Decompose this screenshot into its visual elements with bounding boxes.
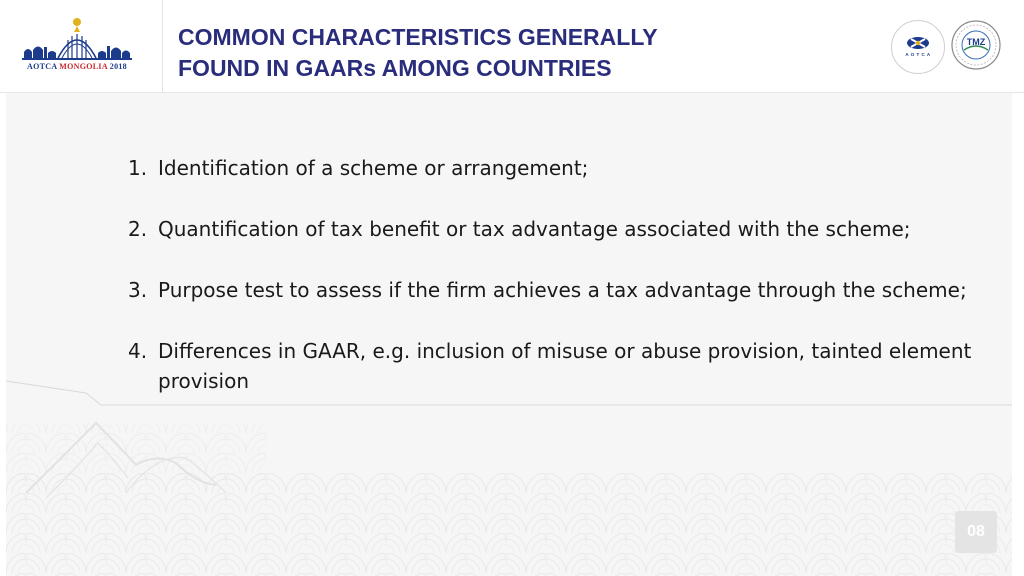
- characteristics-list: [128, 153, 1008, 427]
- list-item-text: Identification of a scheme or arrangement;: [158, 156, 589, 180]
- tmz-badge-logo: [950, 18, 1002, 72]
- list-item: [128, 214, 1008, 244]
- list-item-text: Differences in GAAR, e.g. inclusion of misuse or abuse provision, tainted element provision: [158, 339, 972, 393]
- list-item-number: 2.: [128, 217, 148, 241]
- list-item-number: 3.: [128, 278, 148, 302]
- aotca-emblem-icon: [892, 21, 944, 73]
- list-item: [128, 336, 1008, 396]
- aotca-badge-label: A O T C A: [905, 52, 931, 57]
- aotca-mongolia-logo: [0, 0, 163, 92]
- slide-body: [6, 93, 1012, 576]
- list-item: [128, 153, 1008, 183]
- ger-skyline-icon: [22, 16, 132, 62]
- slide-header: [0, 0, 1024, 93]
- slide-title: [178, 22, 858, 84]
- slide-title-line-1: COMMON CHARACTERISTICS GENERALLY: [178, 24, 658, 50]
- list-item: [128, 275, 1008, 305]
- list-item-text: Quantification of tax benefit or tax advantage associated with the scheme;: [158, 217, 911, 241]
- list-item-number: 1.: [128, 156, 148, 180]
- list-item-number: 4.: [128, 339, 148, 363]
- logo-wordmark: AOTCA MONGOLIA 2018: [27, 62, 127, 71]
- aotca-badge-logo: [891, 20, 945, 74]
- slide-title-line-2: FOUND IN GAARs AMONG COUNTRIES: [178, 55, 612, 81]
- page-number-badge: 08: [955, 511, 997, 553]
- tmz-badge-label: TMZ: [966, 37, 986, 47]
- list-item-text: Purpose test to assess if the firm achieves a tax advantage through the scheme;: [158, 278, 967, 302]
